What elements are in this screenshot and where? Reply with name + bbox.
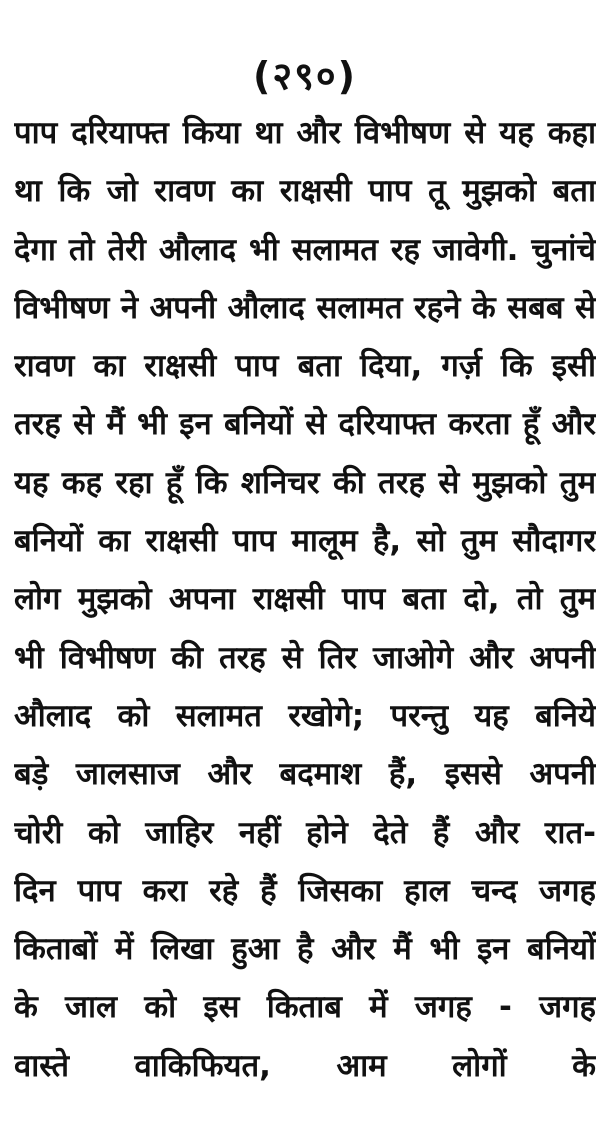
text-line: था कि जो रावण का राक्षसी पाप तू मुझको बता <box>14 173 596 210</box>
text-line: चोरी को जाहिर नहीं होने देते हैं और रात- <box>14 814 596 851</box>
page-number: (२९०) <box>252 54 357 98</box>
text-line: के जाल को इस किताब में जगह - जगह <box>14 989 596 1026</box>
text-line: किताबों में लिखा हुआ है और मैं भी इन बनियों <box>14 931 596 968</box>
text-line: पाप दरियाफ्त किया था और विभीषण से यह कहा <box>14 115 596 151</box>
text-line: भी विभीषण की तरह से तिर जाओगे और अपनी <box>14 639 596 676</box>
text-line: औलाद को सलामत रखोगे; परन्तु यह बनिये <box>14 697 596 734</box>
text-line: बड़े जालसाज और बदमाश हैं, इससे अपनी <box>14 756 596 793</box>
text-line: तरह से मैं भी इन बनियों से दरियाफ्त करता हूँ और <box>14 406 596 443</box>
text-line: बनियों का राक्षसी पाप मालूम है, सो तुम सौदागर <box>14 523 596 560</box>
text-line: यह कह रहा हूँ कि शनिचर की तरह से मुझको तुम <box>14 464 596 501</box>
text-line: रावण का राक्षसी पाप बता दिया, गर्ज़ कि इसी <box>14 348 596 385</box>
text-line: देगा तो तेरी औलाद भी सलामत रह जावेगी. चुनांचे <box>14 231 596 268</box>
text-line: दिन पाप करा रहे हैं जिसका हाल चन्द जगह <box>14 872 596 909</box>
text-line: विभीषण ने अपनी औलाद सलामत रहने के सबब से <box>14 289 596 326</box>
text-line: वास्ते वाकिफियत, आम लोगों के <box>14 1047 596 1084</box>
text-line: लोग मुझको अपना राक्षसी पाप बता दो, तो तुम <box>14 581 596 618</box>
body-text <box>14 104 596 1095</box>
